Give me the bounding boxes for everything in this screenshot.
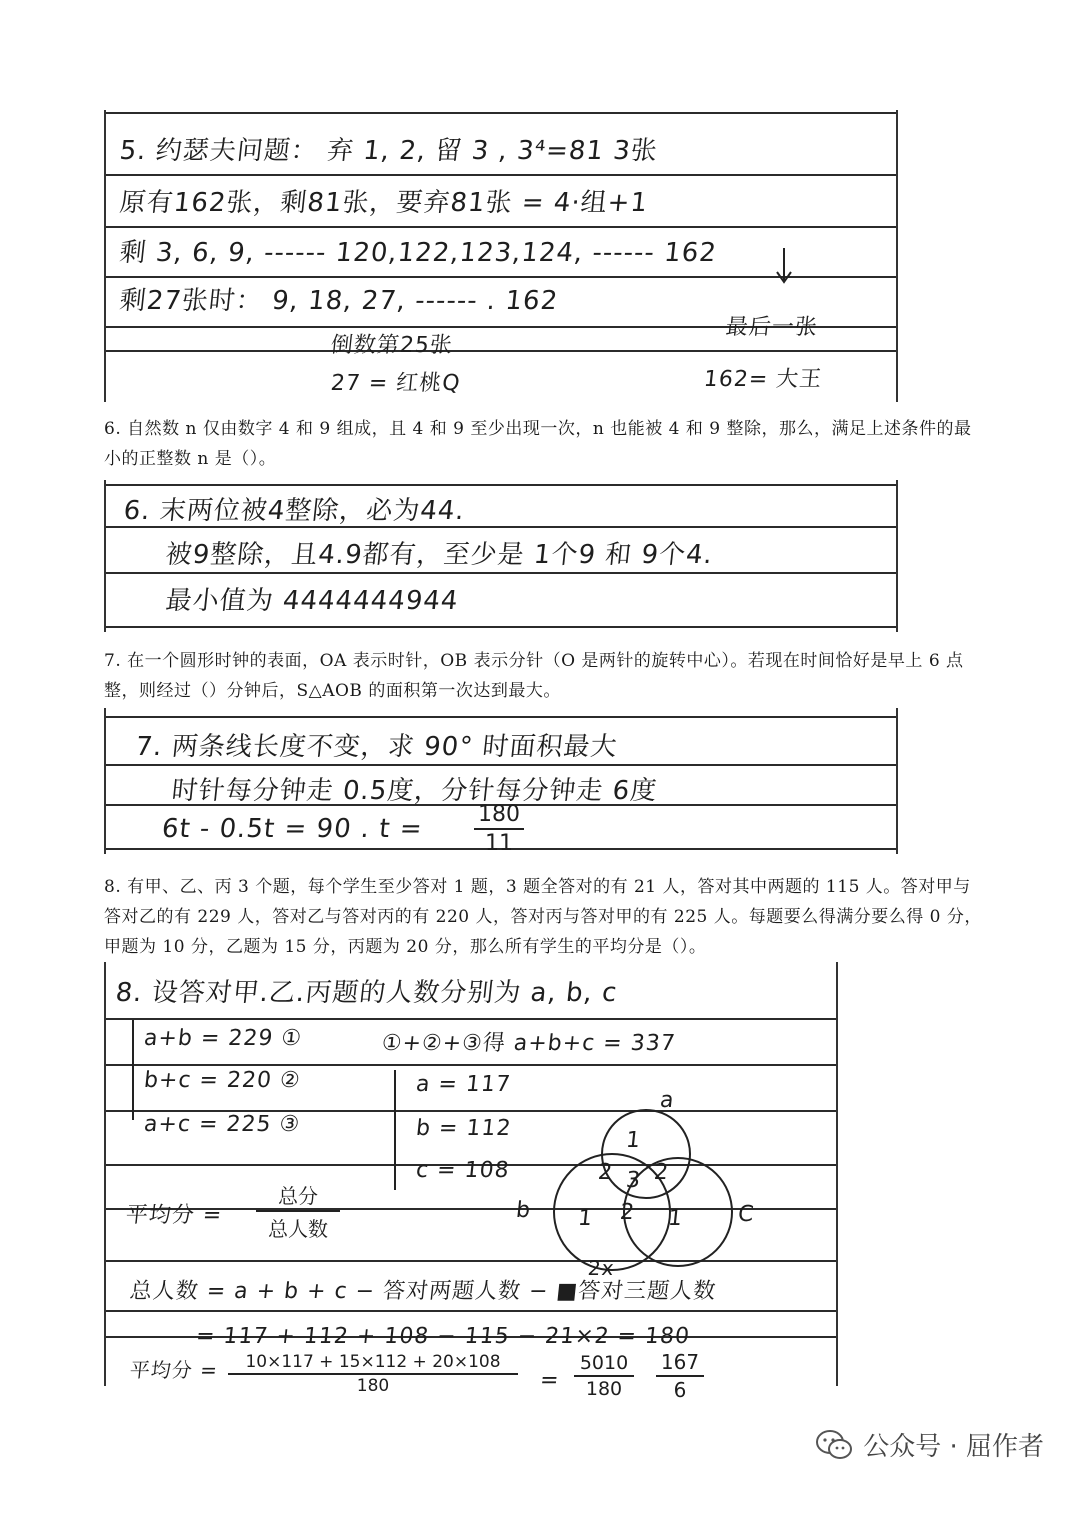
- venn-label-c: C: [736, 1202, 756, 1227]
- handwritten-sheet-7: [104, 708, 898, 854]
- hw8-eq3: a+c = 225 ③: [142, 1112, 302, 1137]
- hw8-res-eq: =: [538, 1368, 561, 1393]
- hw8-res-fraction3: [656, 1350, 704, 1402]
- venn-region-3: 3: [624, 1168, 643, 1193]
- venn-region-1c: 1: [666, 1206, 685, 1231]
- hw8-2x: 2x: [586, 1256, 616, 1280]
- hw7-line2: 时针每分钟走 0.5度，分针每分钟走 6度: [170, 776, 659, 806]
- hw5-line2: 原有162张，剩81张，要弃81张 = 4·组+1: [118, 188, 650, 218]
- hw7-fraction-den: 11: [485, 831, 513, 854]
- venn-region-1a: 1: [624, 1128, 643, 1153]
- hw7-line1: 7. 两条线长度不变，求 90° 时面积最大: [134, 732, 620, 762]
- hw8-res-num: 10×117 + 15×112 + 20×108: [245, 1352, 501, 1372]
- venn-label-a: a: [658, 1088, 676, 1113]
- venn-region-2ac: 2: [652, 1160, 671, 1185]
- hw5-line8: 162= 大王: [702, 367, 824, 392]
- problem-7-text: [104, 646, 984, 706]
- hw8-res2-den: 180: [585, 1378, 623, 1400]
- venn-region-1b: 1: [576, 1206, 595, 1231]
- hw8-eq1: a+b = 229 ①: [142, 1026, 304, 1051]
- hw8-b: b = 112: [414, 1116, 513, 1141]
- hw8-res-fraction1: [228, 1352, 518, 1396]
- hw8-avg-lhs: 平均分 =: [124, 1203, 224, 1228]
- hw5-line1: 5. 约瑟夫问题： 弃 1, 2, 留 3 , 3⁴=81 3张: [118, 136, 660, 166]
- problem-8-text: 8. 有甲、乙、丙 3 个题，每个学生至少答对 1 题，3 题全答对的有 21 人，答对其中两题的 115 人。答对甲与答对乙的有 229 人，答对乙与答对丙的有 220 人，答对丙与答对甲的有 225 人。每题要么得满分要么得 0 分，甲题为 10 分，乙题为 15 分，丙题为 20 分，那么所有学生的平均分是（）。: [104, 877, 982, 957]
- venn-diagram: [536, 1102, 776, 1272]
- hw5-line5: 最后一张: [724, 315, 820, 340]
- venn-region-2ab: 2: [596, 1160, 615, 1185]
- hw8-res2-num: 5010: [579, 1352, 629, 1374]
- watermark: [815, 1426, 1044, 1463]
- venn-label-b: b: [514, 1198, 533, 1223]
- hw6-line1: 6. 末两位被4整除，必为44.: [122, 496, 467, 526]
- down-arrow-icon: [774, 246, 794, 286]
- problem-7-body: 7. 在一个圆形时钟的表面，OA 表示时针，OB 表示分针（O 是两针的旋转中心）。若现在时间恰好是早上 6 点整，则经过（）分钟后，S△AOB 的面积第一次达到最大。: [104, 651, 964, 701]
- hw8-res3-den: 6: [673, 1378, 687, 1402]
- hw5-line4: 剩27张时： 9, 18, 27, ------ . 162: [118, 286, 560, 316]
- hw6-line2: 被9整除，且4.9都有，至少是 1个9 和 9个4.: [164, 540, 715, 570]
- hw8-total1: 总人数 = a + b + c − 答对两题人数 − ■答对三题人数: [128, 1279, 718, 1304]
- hw8-total2: = 117 + 112 + 108 − 115 − 21×2 = 180: [194, 1324, 692, 1349]
- hw8-avg-fraction: [256, 1180, 340, 1242]
- hw8-sum: ①+②+③得 a+b+c = 337: [380, 1031, 677, 1056]
- wechat-icon: [815, 1429, 853, 1461]
- hw8-res-lhs: 平均分 =: [128, 1358, 220, 1382]
- hw5-line7: 27 = 红桃Q: [329, 371, 462, 396]
- hw6-line3: 最小值为 4444444944: [164, 586, 461, 616]
- hw8-res-fraction2: [574, 1352, 634, 1400]
- hw8-eq2: b+c = 220 ②: [142, 1068, 302, 1093]
- hw8-avg-num: 总分: [278, 1184, 318, 1208]
- hw7-fraction-num: 180: [478, 802, 520, 827]
- hw8-line1: 8. 设答对甲.乙.丙题的人数分别为 a, b, c: [114, 978, 619, 1008]
- venn-region-2bc: 2: [618, 1200, 637, 1225]
- hw8-res3-num: 167: [660, 1350, 700, 1374]
- hw8-res-den: 180: [356, 1376, 390, 1396]
- hw8-a: a = 117: [414, 1072, 513, 1097]
- problem-6-text: 6. 自然数 n 仅由数字 4 和 9 组成，且 4 和 9 至少出现一次，n 也能被 4 和 9 整除，那么，满足上述条件的最小的正整数 n 是（）。: [104, 419, 972, 469]
- watermark-text: 公众号 · 屈作者: [863, 1432, 1044, 1462]
- handwritten-sheet-5: [104, 110, 898, 402]
- hw5-line3: 剩 3, 6, 9, ------ 120,122,123,124, ------ 162: [118, 238, 719, 268]
- handwritten-sheet-8: [104, 962, 838, 1386]
- hw5-line6: 倒数第25张: [329, 333, 455, 358]
- hw7-line3: 6t - 0.5t = 90 . t =: [160, 814, 425, 844]
- hw8-c: c = 108: [414, 1158, 511, 1183]
- hw8-avg-den: 总人数: [268, 1217, 328, 1241]
- handwritten-sheet-6: [104, 480, 898, 632]
- hw7-fraction: [474, 802, 524, 854]
